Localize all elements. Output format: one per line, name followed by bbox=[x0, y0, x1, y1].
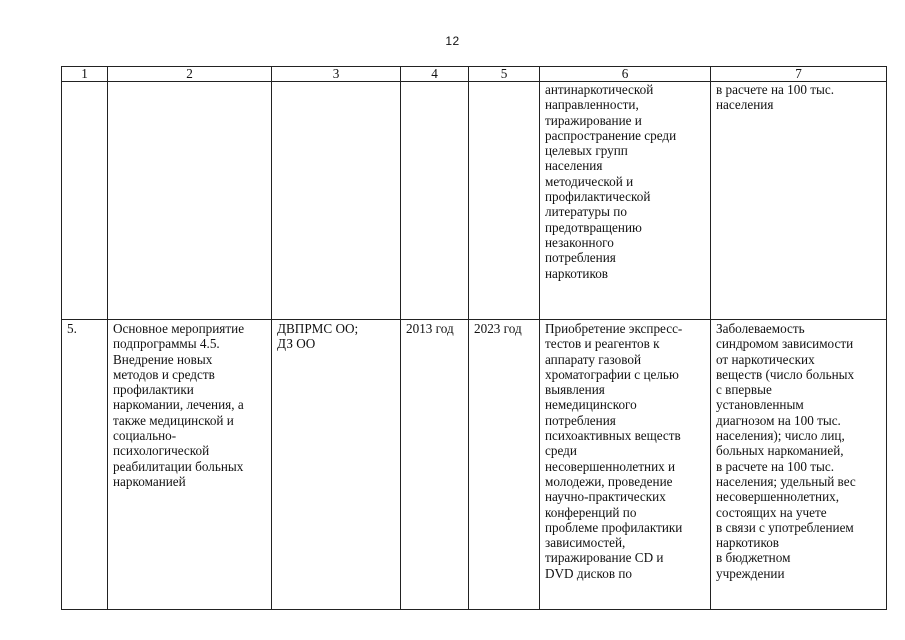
end-year-cell: 2023 год bbox=[469, 320, 540, 610]
end-year-cell bbox=[469, 82, 540, 320]
column-number: 5 bbox=[469, 67, 540, 82]
row-number-cell bbox=[62, 82, 108, 320]
executor-cell bbox=[272, 82, 401, 320]
program-table bbox=[61, 66, 887, 610]
measure-name-cell bbox=[108, 82, 272, 320]
column-number: 7 bbox=[711, 67, 887, 82]
table-row bbox=[62, 320, 887, 610]
activity-description-cell: антинаркотической направленности, тиражирование и распространение среди целевых групп населения методической и профилактической литературы по предотвращению незаконного потребления наркотиков bbox=[540, 82, 711, 320]
table-row bbox=[62, 82, 887, 320]
column-number: 3 bbox=[272, 67, 401, 82]
column-number: 4 bbox=[401, 67, 469, 82]
column-number-row bbox=[62, 67, 887, 82]
page-number: 12 bbox=[445, 34, 460, 48]
executor-cell: ДВПРМС ОО; ДЗ ОО bbox=[272, 320, 401, 610]
row-number-cell: 5. bbox=[62, 320, 108, 610]
indicator-cell: Заболеваемость синдромом зависимости от наркотических веществ (число больных с впервые установленным диагнозом на 100 тыс. населения); число лиц, больных наркоманией, в расчете на 100 тыс. населения; удельный вес несовершеннолетних, состоящих на учете в связи с употреблением наркотиков в бюджетном учреждении bbox=[711, 320, 887, 610]
start-year-cell bbox=[401, 82, 469, 320]
activity-description-cell: Приобретение экспресс- тестов и реагентов к аппарату газовой хроматографии с целью выявления немедицинского потребления психоактивных веществ среди несовершеннолетних и молодежи, проведение научно-практических конференций по проблеме профилактики зависимостей, тиражирование CD и DVD дисков по bbox=[540, 320, 711, 610]
column-number: 6 bbox=[540, 67, 711, 82]
column-number: 1 bbox=[62, 67, 108, 82]
column-number: 2 bbox=[108, 67, 272, 82]
start-year-cell: 2013 год bbox=[401, 320, 469, 610]
measure-name-cell: Основное мероприятие подпрограммы 4.5. Внедрение новых методов и средств профилактики наркомании, лечения, а также медицинской и социально- психологической реабилитации больных наркоманией bbox=[108, 320, 272, 610]
indicator-cell: в расчете на 100 тыс. населения bbox=[711, 82, 887, 320]
